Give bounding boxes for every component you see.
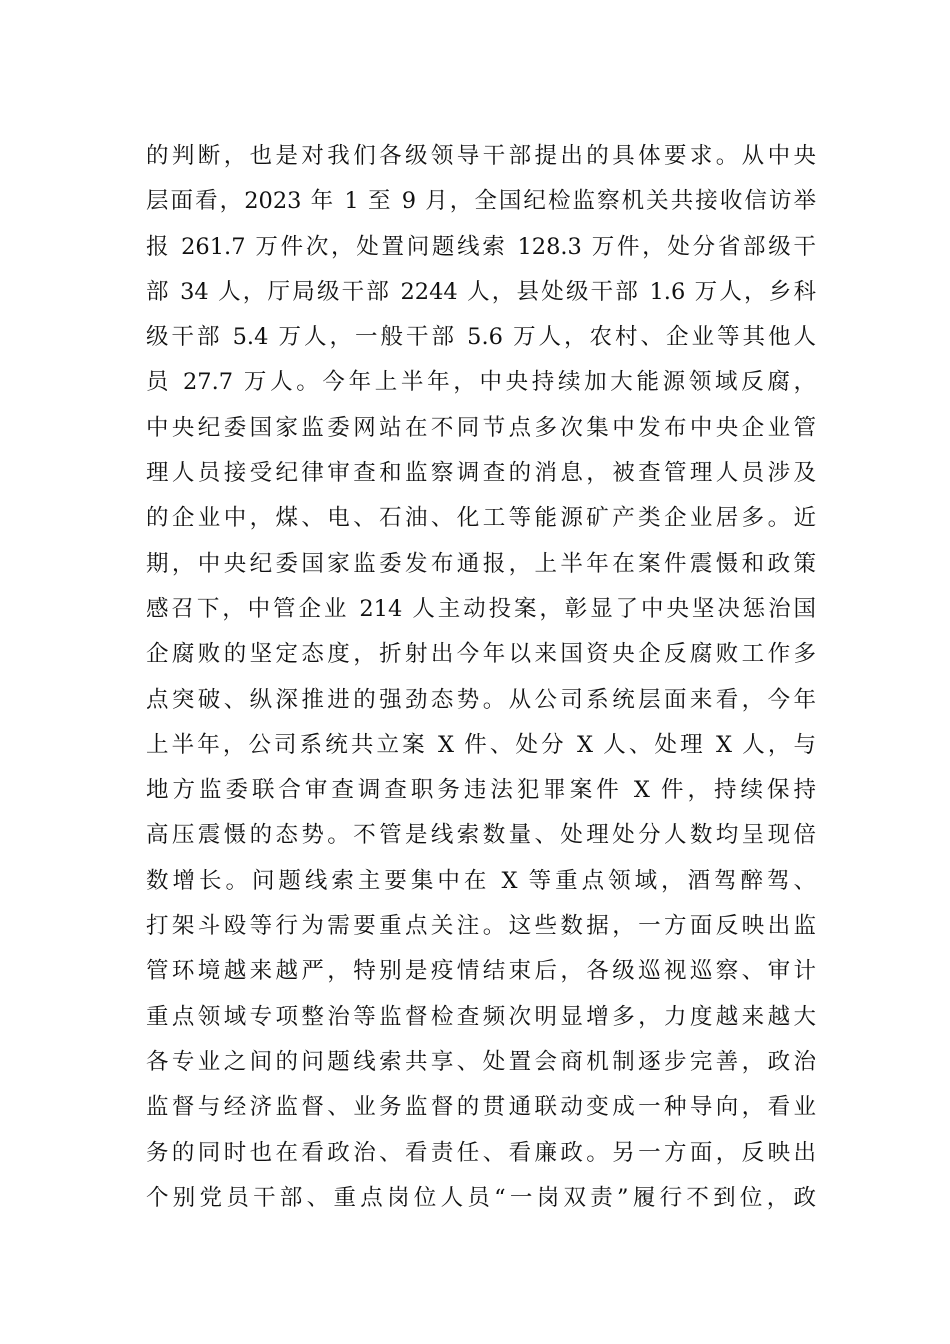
text-line: 各专业之间的问题线索共享、处置会商机制逐步完善，政治 <box>146 1048 816 1075</box>
text-line: 高压震慑的态势。不管是线索数量、处理处分人数均呈现倍 <box>146 822 816 849</box>
text-line: 监督与经济监督、业务监督的贯通联动变成一种导向，看业 <box>146 1094 816 1121</box>
text-line: 个别党员干部、重点岗位人员“一岗双责”履行不到位，政 <box>146 1184 816 1211</box>
text-line: 的判断，也是对我们各级领导干部提出的具体要求。从中央 <box>146 143 816 169</box>
text-line: 地方监委联合审查调查职务违法犯罪案件 X 件，持续保持 <box>146 777 816 804</box>
text-line: 中央纪委国家监委网站在不同节点多次集中发布中央企业管 <box>146 414 816 441</box>
text-line: 理人员接受纪律审查和监察调查的消息，被查管理人员涉及 <box>146 460 816 487</box>
text-line: 级干部 5.4 万人，一般干部 5.6 万人，农村、企业等其他人 <box>146 324 816 351</box>
text-line: 层面看，2023 年 1 至 9 月，全国纪检监察机关共接收信访举 <box>146 188 816 215</box>
text-line: 的企业中，煤、电、石油、化工等能源矿产类企业居多。近 <box>146 505 816 532</box>
text-line: 期，中央纪委国家监委发布通报，上半年在案件震慑和政策 <box>146 550 816 577</box>
text-line: 数增长。问题线索主要集中在 X 等重点领域，酒驾醉驾、 <box>146 867 816 894</box>
text-line: 员 27.7 万人。今年上半年，中央持续加大能源领域反腐， <box>146 369 816 396</box>
body-paragraph <box>146 134 816 1221</box>
text-line: 部 34 人，厅局级干部 2244 人，县处级干部 1.6 万人，乡科 <box>146 278 816 305</box>
text-line: 报 261.7 万件次，处置问题线索 128.3 万件，处分省部级干 <box>146 233 816 260</box>
text-line: 感召下，中管企业 214 人主动投案，彰显了中央坚决惩治国 <box>146 595 816 622</box>
text-line: 企腐败的坚定态度，折射出今年以来国资央企反腐败工作多 <box>146 641 816 668</box>
text-line: 管环境越来越严，特别是疫情结束后，各级巡视巡察、审计 <box>146 958 816 985</box>
text-line: 上半年，公司系统共立案 X 件、处分 X 人、处理 X 人，与 <box>146 731 816 758</box>
text-line: 点突破、纵深推进的强劲态势。从公司系统层面来看，今年 <box>146 686 816 713</box>
text-line: 打架斗殴等行为需要重点关注。这些数据，一方面反映出监 <box>146 913 816 940</box>
text-line: 重点领域专项整治等监督检查频次明显增多，力度越来越大 <box>146 1003 816 1030</box>
text-line: 务的同时也在看政治、看责任、看廉政。另一方面，反映出 <box>146 1139 816 1166</box>
